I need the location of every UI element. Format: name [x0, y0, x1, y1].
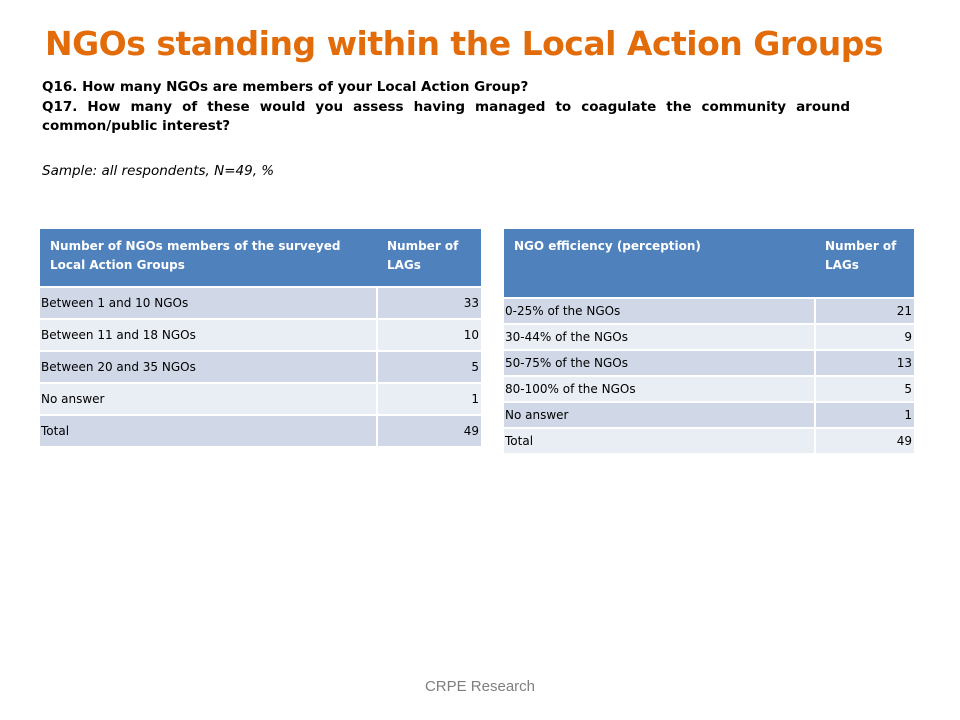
row-value: 33 [377, 287, 481, 319]
table-row [504, 298, 914, 324]
row-label: Total [40, 415, 377, 446]
table-row [40, 383, 481, 415]
footer-credit: CRPE Research [424, 678, 536, 695]
table-row [504, 324, 914, 350]
column-header-category: Number of NGOs members of the surveyed Local Action Groups [40, 229, 377, 287]
row-value: 1 [377, 383, 481, 415]
row-label: Between 1 and 10 NGOs [40, 287, 377, 319]
row-value: 1 [815, 402, 914, 428]
ngo-members-table [40, 229, 481, 446]
row-value: 13 [815, 350, 914, 376]
table-row [504, 376, 914, 402]
row-value: 10 [377, 319, 481, 351]
table-header-row [504, 229, 914, 298]
table-row [504, 350, 914, 376]
row-label: No answer [40, 383, 377, 415]
question-q16: Q16. How many NGOs are members of your Local Action Group? [42, 79, 529, 95]
row-value: 5 [815, 376, 914, 402]
table-total-row [504, 428, 914, 453]
row-label: Between 20 and 35 NGOs [40, 351, 377, 383]
column-header-category: NGO efficiency (perception) [504, 229, 815, 298]
sample-note: Sample: all respondents, N=49, % [42, 163, 275, 179]
row-label: Total [504, 428, 815, 453]
ngo-efficiency-table [504, 229, 914, 453]
table-row [40, 287, 481, 319]
row-value: 5 [377, 351, 481, 383]
table-row [40, 319, 481, 351]
row-label: 80-100% of the NGOs [504, 376, 815, 402]
column-header-count: Number of LAGs [377, 229, 481, 287]
row-label: 0-25% of the NGOs [504, 298, 815, 324]
row-value: 21 [815, 298, 914, 324]
questions-block [42, 78, 850, 137]
row-value: 49 [815, 428, 914, 453]
page-title: NGOs standing within the Local Action Groups [44, 24, 884, 63]
row-label: 50-75% of the NGOs [504, 350, 815, 376]
row-label: Between 11 and 18 NGOs [40, 319, 377, 351]
question-q17: Q17. How many of these would you assess having managed to coagulate the community around common/public interest? [42, 98, 850, 134]
table-header-row [40, 229, 481, 287]
column-header-count: Number of LAGs [815, 229, 914, 298]
table-row [40, 351, 481, 383]
row-value: 49 [377, 415, 481, 446]
table-row [504, 402, 914, 428]
table-total-row [40, 415, 481, 446]
row-label: No answer [504, 402, 815, 428]
row-label: 30-44% of the NGOs [504, 324, 815, 350]
row-value: 9 [815, 324, 914, 350]
